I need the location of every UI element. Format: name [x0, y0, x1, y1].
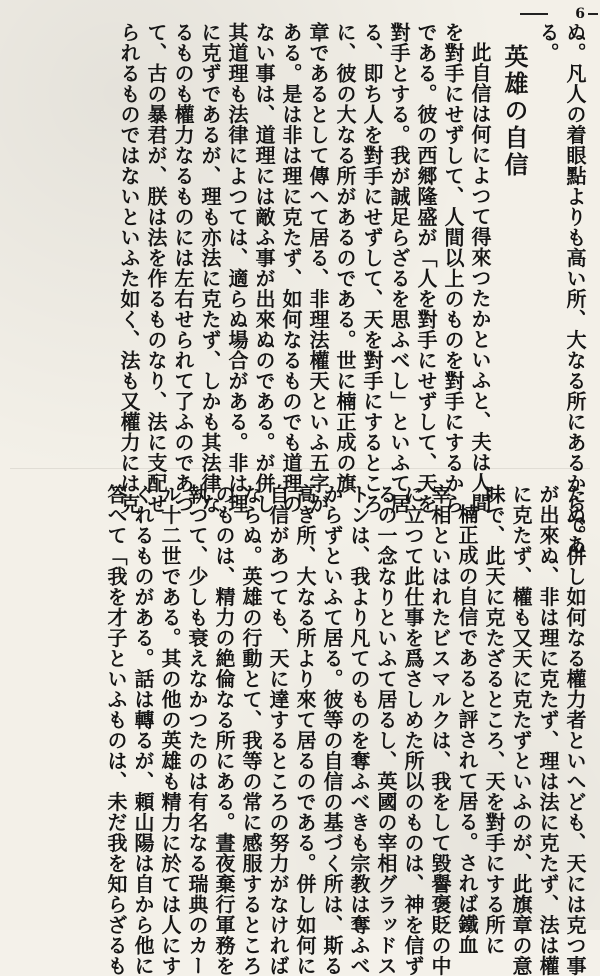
text-line: る。: [536, 22, 560, 63]
folio-rule-left: [520, 13, 548, 15]
lower-text-block: [4, 484, 588, 976]
text-line: 自信があつても、天に達するところの努力がなければ: [266, 484, 290, 976]
text-line: 對手とする。我が誠足らざるを思ふべし」といふて居: [387, 22, 411, 514]
text-line: ぬ。凡人の着眼點よりも高い所、大なる所にあるからであ: [563, 22, 587, 555]
block-gap: [10, 468, 590, 469]
text-line: に立つて此仕事を爲さしめた所以のものは、神を信ず: [401, 484, 425, 976]
text-line: るの一念なりといふて居るし、英國の宰相グラッドス: [374, 484, 398, 976]
text-line: 此自信は何によつて得來つたかといふと、夫は人間: [468, 42, 492, 514]
text-line: 味で、此天に克たざるところ、天を對手にする所に: [482, 484, 506, 956]
text-line: を對手にせずして、人間以上のものを對手にするから: [441, 22, 465, 514]
text-line: のものは、精力の絶倫なる所にある。晝夜棄行軍務を: [212, 484, 236, 976]
text-line: 楠正成の自信であると評されて居る。されば鐵血: [455, 504, 479, 955]
text-line: る、即ち人を對手にせずして、天を對手にするところ: [360, 22, 384, 514]
upper-text-block: [4, 22, 588, 555]
text-line: ならぬ。英雄の行動とて、我等の常に感服するところ: [239, 484, 263, 976]
text-line: 其道理も法律によつては、適らぬ場合がある。非は理: [225, 22, 249, 514]
text-line: トンは、我より凡てのものを奪ふべきも宗教は奪ふべ: [347, 484, 371, 976]
text-line: 章であるとして傳へて居る、非理法權天といふ五字が: [306, 22, 330, 514]
text-line: て、古の暴君が、朕は法を作るものなり、法に支配せ: [144, 22, 168, 514]
text-line: ル十二世である。其の他の英雄も精力に於ては人にす: [158, 484, 182, 976]
text-line: が出來ぬ、非は理に克たず、理は法に克たず、法は權: [536, 484, 560, 976]
text-line: たぬ。併し如何なる權力者といへども、天には克つ事: [563, 484, 587, 976]
text-line: 宰相といはれたビスマルクは、我をして毀譽褒貶の中: [428, 484, 452, 976]
text-line: ない事は、道理には敵ふ事が出來ぬのである。が併し: [252, 22, 276, 514]
text-line: 高き所、大なる所より來て居るのである。併し如何に: [293, 484, 317, 976]
text-line: られるものではないといふた如く、法も又權力には克: [117, 22, 141, 514]
text-line: 執つて、少しも衰えなかつたのは有名なる瑞典のカー: [185, 484, 209, 976]
text-line: に、彼の大なる所があるのである。世に楠正成の旗: [333, 22, 357, 494]
folio-rule-right: [588, 13, 598, 15]
text-line: るものも權力なるものには左右せられて了ふのであつ: [171, 22, 195, 514]
section-heading: 英雄の自信: [500, 44, 529, 179]
text-line: 答へて「我を才子といふものは、未だ我を知らざるも: [104, 484, 128, 976]
text-line: ぐれるものがある。話は轉るが、頼山陽は自から他に: [131, 484, 155, 976]
text-line: からずといふて居る。彼等の自信の基づく所は、斯る: [320, 484, 344, 976]
text-line: ある。是は非は理に克たず、如何なるものでも道理の: [279, 22, 303, 514]
text-line: である。彼の西郷隆盛が「人を對手にせずして、天を: [414, 22, 438, 514]
text-line: に克ずであるが、理も亦法に克たず、しかも其法律な: [198, 22, 222, 514]
page-number: 6: [575, 6, 586, 22]
text-line: に克たず、權も又天に克たずといふのが、此旗章の意: [509, 484, 533, 976]
